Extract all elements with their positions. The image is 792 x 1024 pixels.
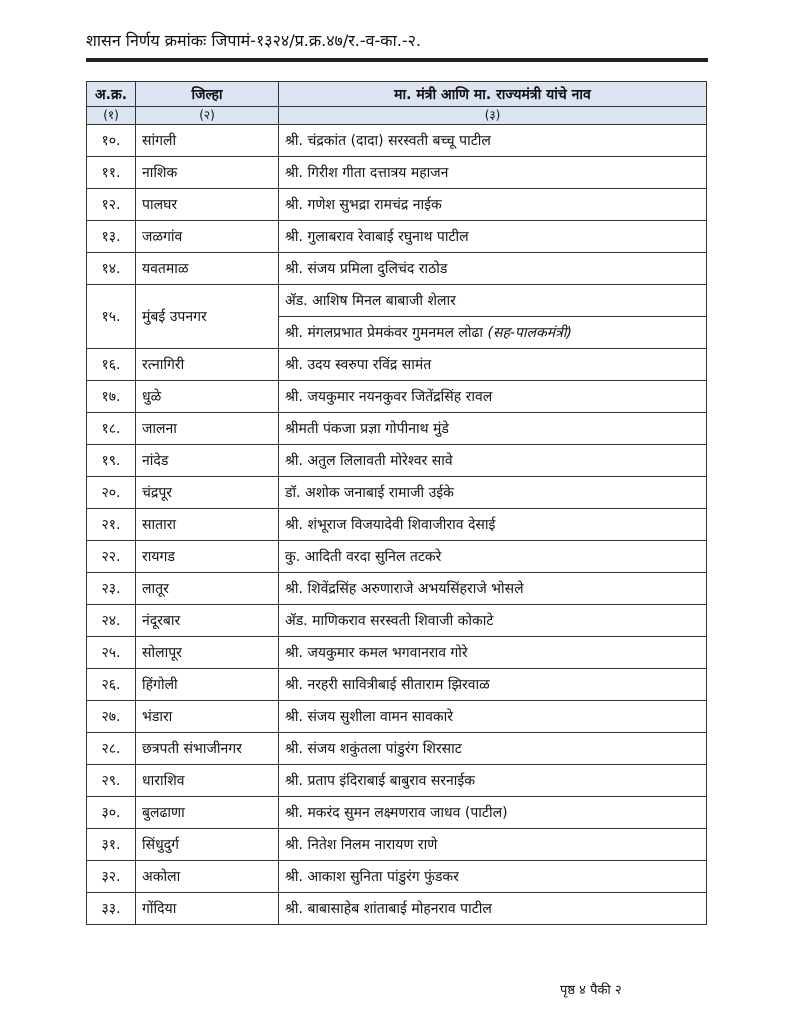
district-cell: धुळे — [136, 381, 279, 413]
minister-name-cell: श्री. चंद्रकांत (दादा) सरस्वती बच्चू पाटील — [279, 125, 707, 157]
minister-name-cell: श्री. गणेश सुभद्रा रामचंद्र नाईक — [279, 189, 707, 221]
district-cell: रत्नागिरी — [136, 349, 279, 381]
minister-name-cell: श्री. नरहरी सावित्रीबाई सीताराम झिरवाळ — [279, 669, 707, 701]
district-cell: सातारा — [136, 509, 279, 541]
table-row — [87, 189, 707, 221]
serial-number-cell: २१. — [87, 509, 136, 541]
serial-number-cell: ११. — [87, 157, 136, 189]
table-row — [87, 349, 707, 381]
district-cell: यवतमाळ — [136, 253, 279, 285]
serial-number-cell: ३१. — [87, 829, 136, 861]
minister-name-cell: श्री. उदय स्वरुपा रविंद्र सामंत — [279, 349, 707, 381]
table-row — [87, 381, 707, 413]
district-cell: लातूर — [136, 573, 279, 605]
table-row — [87, 445, 707, 477]
minister-name-cell: श्री. गिरीश गीता दत्तात्रय महाजन — [279, 157, 707, 189]
table-row — [87, 605, 707, 637]
minister-name-cell: श्री. जयकुमार कमल भगवानराव गोरे — [279, 637, 707, 669]
table-row — [87, 829, 707, 861]
serial-number-cell: १४. — [87, 253, 136, 285]
district-cell: जालना — [136, 413, 279, 445]
district-cell: नाशिक — [136, 157, 279, 189]
column-header-serial: अ.क्र. — [87, 82, 136, 107]
table-column-number-row — [87, 107, 707, 125]
table-row — [87, 541, 707, 573]
minister-name-cell: श्री. अतुल लिलावती मोरेश्वर सावे — [279, 445, 707, 477]
serial-number-cell: ३२. — [87, 861, 136, 893]
minister-name-cell: डॉ. अशोक जनाबाई रामाजी उईके — [279, 477, 707, 509]
district-cell: नांदेड — [136, 445, 279, 477]
page-number: पृष्ठ ४ पैकी २ — [560, 983, 622, 998]
serial-number-cell: १३. — [87, 221, 136, 253]
minister-name-text: ॲड. आशिष मिनल बाबाजी शेलार — [285, 293, 456, 309]
minister-name-cell: श्री. संजय सुशीला वामन सावकारे — [279, 701, 707, 733]
table-row — [87, 733, 707, 765]
serial-number-cell: १२. — [87, 189, 136, 221]
serial-number-cell: १६. — [87, 349, 136, 381]
district-cell: सांगली — [136, 125, 279, 157]
minister-name-cell: श्री. मकरंद सुमन लक्ष्मणराव जाधव (पाटील) — [279, 797, 707, 829]
column-header-district: जिल्हा — [136, 82, 279, 107]
serial-number-cell: १७. — [87, 381, 136, 413]
minister-name-text: श्री. मंगलप्रभात प्रेमकंवर गुमनमल लोढा — [285, 325, 484, 341]
minister-name-cell: श्री. प्रताप इंदिराबाई बाबुराव सरनाईक — [279, 765, 707, 797]
district-cell: छत्रपती संभाजीनगर — [136, 733, 279, 765]
minister-name-cell: ॲड. माणिकराव सरस्वती शिवाजी कोकाटे — [279, 605, 707, 637]
serial-number-cell: १५. — [87, 285, 136, 349]
table-row — [87, 477, 707, 509]
district-cell: मुंबई उपनगर — [136, 285, 279, 349]
table-row — [87, 221, 707, 253]
table-row — [87, 797, 707, 829]
minister-name-cell: श्रीमती पंकजा प्रज्ञा गोपीनाथ मुंडे — [279, 413, 707, 445]
minister-name-cell: श्री. संजय प्रमिला दुलिचंद राठोड — [279, 253, 707, 285]
column-number-3: (३) — [279, 107, 707, 125]
co-guardian-minister-note: (सह-पालकमंत्री) — [487, 325, 572, 341]
serial-number-cell: २३. — [87, 573, 136, 605]
column-header-minister-name: मा. मंत्री आणि मा. राज्यमंत्री यांचे नाव — [279, 82, 707, 107]
table-row — [87, 573, 707, 605]
district-cell: गोंदिया — [136, 893, 279, 925]
serial-number-cell: २४. — [87, 605, 136, 637]
serial-number-cell: २७. — [87, 701, 136, 733]
serial-number-cell: २५. — [87, 637, 136, 669]
serial-number-cell: २९. — [87, 765, 136, 797]
serial-number-cell: २२. — [87, 541, 136, 573]
minister-name-cell: श्री. शंभूराज विजयादेवी शिवाजीराव देसाई — [279, 509, 707, 541]
table-row — [87, 413, 707, 445]
column-number-2: (२) — [136, 107, 279, 125]
district-cell: चंद्रपूर — [136, 477, 279, 509]
table-row — [87, 861, 707, 893]
serial-number-cell: २८. — [87, 733, 136, 765]
district-cell: पालघर — [136, 189, 279, 221]
table-row — [87, 125, 707, 157]
table-row — [87, 157, 707, 189]
district-cell: धाराशिव — [136, 765, 279, 797]
serial-number-cell: ३३. — [87, 893, 136, 925]
minister-name-cell: श्री. आकाश सुनिता पांडुरंग फुंडकर — [279, 861, 707, 893]
minister-name-cell — [279, 285, 707, 317]
column-number-1: (१) — [87, 107, 136, 125]
district-cell: रायगड — [136, 541, 279, 573]
minister-district-table — [86, 81, 707, 925]
serial-number-cell: २६. — [87, 669, 136, 701]
table-header-row — [87, 82, 707, 107]
minister-name-cell: श्री. बाबासाहेब शांताबाई मोहनराव पाटील — [279, 893, 707, 925]
serial-number-cell: १९. — [87, 445, 136, 477]
minister-name-cell: श्री. नितेश निलम नारायण राणे — [279, 829, 707, 861]
district-cell: भंडारा — [136, 701, 279, 733]
table-row — [87, 669, 707, 701]
document-reference-header: शासन निर्णय क्रमांकः जिपामं-१३२४/प्र.क्र.४७/र.-व-का.-२. — [86, 31, 421, 50]
header-divider — [86, 58, 708, 62]
minister-name-cell: श्री. शिवेंद्रसिंह अरुणाराजे अभयसिंहराजे भोसले — [279, 573, 707, 605]
district-cell: जळगांव — [136, 221, 279, 253]
district-cell: अकोला — [136, 861, 279, 893]
serial-number-cell: १०. — [87, 125, 136, 157]
table-body — [87, 125, 707, 925]
serial-number-cell: १८. — [87, 413, 136, 445]
table-row — [87, 765, 707, 797]
district-cell: हिंगोली — [136, 669, 279, 701]
minister-name-cell: श्री. जयकुमार नयनकुवर जितेंद्रसिंह रावल — [279, 381, 707, 413]
table-row — [87, 285, 707, 317]
serial-number-cell: २०. — [87, 477, 136, 509]
table-row — [87, 253, 707, 285]
minister-name-cell: कु. आदिती वरदा सुनिल तटकरे — [279, 541, 707, 573]
table-row — [87, 701, 707, 733]
district-cell: बुलढाणा — [136, 797, 279, 829]
table-row — [87, 509, 707, 541]
minister-name-cell: श्री. संजय शकुंतला पांडुरंग शिरसाट — [279, 733, 707, 765]
serial-number-cell: ३०. — [87, 797, 136, 829]
table-row — [87, 893, 707, 925]
minister-name-cell — [279, 317, 707, 349]
district-cell: सोलापूर — [136, 637, 279, 669]
district-cell: नंदूरबार — [136, 605, 279, 637]
table-row — [87, 637, 707, 669]
district-cell: सिंधुदुर्ग — [136, 829, 279, 861]
minister-name-cell: श्री. गुलाबराव रेवाबाई रघुनाथ पाटील — [279, 221, 707, 253]
